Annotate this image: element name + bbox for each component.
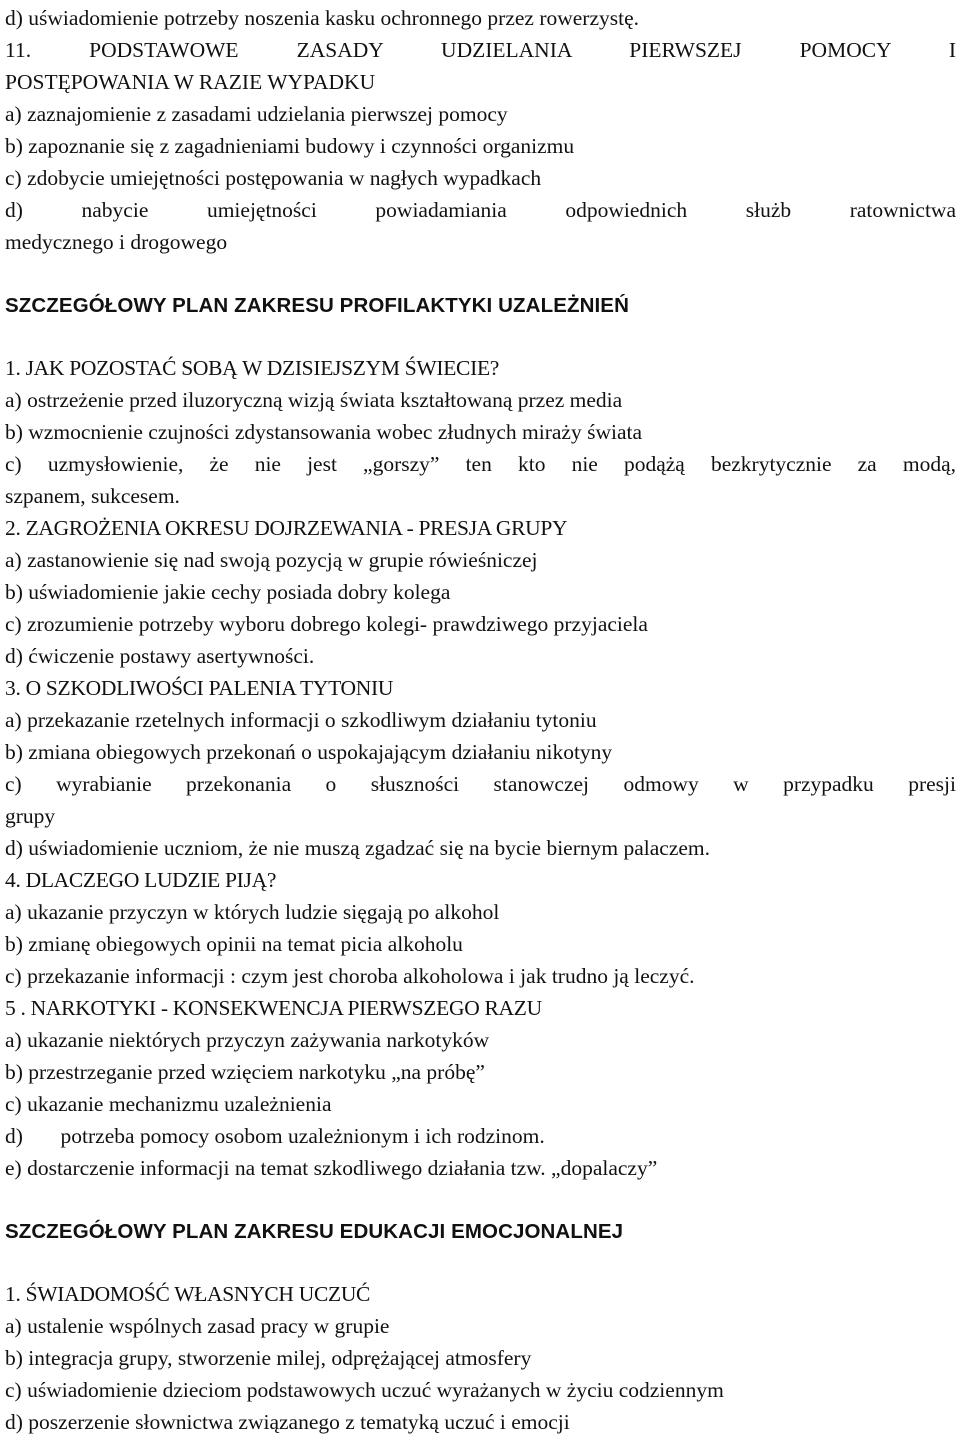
section-heading: 3. O SZKODLIWOŚCI PALENIA TYTONIU xyxy=(5,676,394,700)
section-heading: 2. ZAGROŻENIA OKRESU DOJRZEWANIA - PRESJA GRUPY xyxy=(5,516,568,540)
text-line: b) zmiana obiegowych przekonań o uspokajającym działaniu nikotyny xyxy=(5,740,613,764)
text-line: a) ostrzeżenie przed iluzoryczną wizją świata kształtowaną przez media xyxy=(5,388,623,412)
text-line: a) ustalenie wspólnych zasad pracy w grupie xyxy=(5,1314,390,1338)
text-line: d) potrzeba pomocy osobom uzależnionym i ich rodzinom. xyxy=(5,1124,545,1148)
text-line: b) integracja grupy, stworzenie milej, odprężającej atmosfery xyxy=(5,1346,532,1370)
text-line: c) zrozumienie potrzeby wyboru dobrego kolegi- prawdziwego przyjaciela xyxy=(5,612,648,636)
text-line: e) dostarczenie informacji na temat szkodliwego działania tzw. „dopalaczy” xyxy=(5,1156,658,1180)
text-line: c) wyrabianie przekonania o słuszności stanowczej odmowy w przypadku presji xyxy=(5,772,956,796)
text-line: c) przekazanie informacji : czym jest choroba alkoholowa i jak trudno ją leczyć. xyxy=(5,964,695,988)
text-line: a) ukazanie przyczyn w których ludzie sięgają po alkohol xyxy=(5,900,500,924)
spacer xyxy=(5,1184,956,1216)
text-line: b) zmianę obiegowych opinii na temat picia alkoholu xyxy=(5,932,463,956)
text-line: a) przekazanie rzetelnych informacji o szkodliwym działaniu tytoniu xyxy=(5,708,597,732)
text-line: d) poszerzenie słownictwa związanego z tematyką uczuć i emocji xyxy=(5,1410,570,1434)
text-line: d) nabycie umiejętności powiadamiania odpowiednich służb ratownictwa xyxy=(5,198,956,222)
text-line: grupy xyxy=(5,804,56,828)
text-line: d) ćwiczenie postawy asertywności. xyxy=(5,644,315,668)
spacer xyxy=(5,258,956,290)
text-line: a) zaznajomienie z zasadami udzielania pierwszej pomocy xyxy=(5,102,508,126)
text-line: c) zdobycie umiejętności postępowania w nagłych wypadkach xyxy=(5,166,542,190)
plan-heading-edukacja: SZCZEGÓŁOWY PLAN ZAKRESU EDUKACJI EMOCJONALNEJ xyxy=(5,1220,624,1243)
section-heading-continued: POSTĘPOWANIA W RAZIE WYPADKU xyxy=(5,70,376,94)
text-line: c) ukazanie mechanizmu uzależnienia xyxy=(5,1092,332,1116)
section-heading: 1. ŚWIADOMOŚĆ WŁASNYCH UCZUĆ xyxy=(5,1282,371,1306)
text-line: b) wzmocnienie czujności zdystansowania wobec złudnych miraży świata xyxy=(5,420,643,444)
text-line: d) uświadomienie uczniom, że nie muszą zgadzać się na bycie biernym palaczem. xyxy=(5,836,711,860)
spacer xyxy=(5,1248,956,1278)
section-heading: 1. JAK POZOSTAĆ SOBĄ W DZISIEJSZYM ŚWIECIE? xyxy=(5,356,500,380)
text-line: c) uświadomienie dzieciom podstawowych uczuć wyrażanych w życiu codziennym xyxy=(5,1378,724,1402)
text-line: c) uzmysłowienie, że nie jest „gorszy” ten kto nie podążą bezkrytycznie za modą, xyxy=(5,452,956,476)
text-line: medycznego i drogowego xyxy=(5,230,228,254)
section-heading: 11. PODSTAWOWE ZASADY UDZIELANIA PIERWSZEJ POMOCY I xyxy=(5,38,956,62)
spacer xyxy=(5,322,956,352)
text-line: b) przestrzeganie przed wzięciem narkotyku „na próbę” xyxy=(5,1060,485,1084)
section-heading: 5 . NARKOTYKI - KONSEKWENCJA PIERWSZEGO RAZU xyxy=(5,996,542,1020)
text-line: a) zastanowienie się nad swoją pozycją w grupie rówieśniczej xyxy=(5,548,538,572)
text-line: d) uświadomienie potrzeby noszenia kasku ochronnego przez rowerzystę. xyxy=(5,6,640,30)
text-line: b) zapoznanie się z zagadnieniami budowy i czynności organizmu xyxy=(5,134,575,158)
text-line: szpanem, sukcesem. xyxy=(5,484,180,508)
plan-heading-profilaktyka: SZCZEGÓŁOWY PLAN ZAKRESU PROFILAKTYKI UZALEŻNIEŃ xyxy=(5,294,629,317)
section-heading: 4. DLACZEGO LUDZIE PIJĄ? xyxy=(5,868,277,892)
text-line: b) uświadomienie jakie cechy posiada dobry kolega xyxy=(5,580,451,604)
text-line: a) ukazanie niektórych przyczyn zażywania narkotyków xyxy=(5,1028,490,1052)
